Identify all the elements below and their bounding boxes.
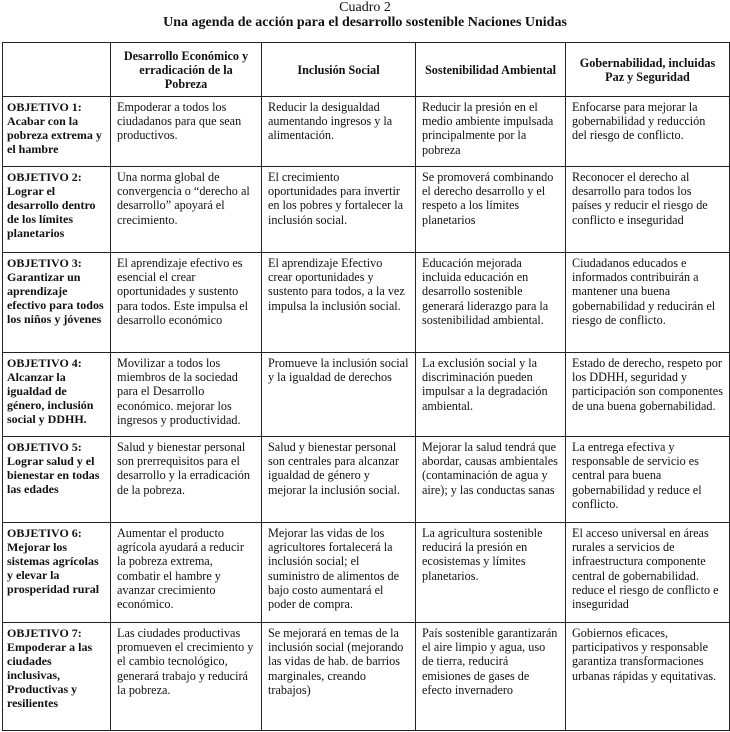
- caption: [0, 0, 730, 30]
- objective-cell: OBJETIVO 5: Lograr salud y el bienestar en todas las edades: [3, 437, 111, 523]
- table-cell: Empoderar a todos los ciudadanos para que sean productivos.: [111, 97, 262, 167]
- table-cell: Promueve la inclusión social y la igualdad de derechos: [262, 353, 416, 437]
- header-social: Inclusión Social: [262, 43, 416, 97]
- table-cell: Reconocer el derecho al desarrollo para todos los países y reducir el riesgo de conflicto e inseguridad: [566, 167, 730, 253]
- table-cell: La entrega efectiva y responsable de servicio es central para buena gobernabilidad y reduce el conflicto.: [566, 437, 730, 523]
- table-cell: Estado de derecho, respeto por los DDHH, seguridad y participación son componentes de una buena gobernabilidad.: [566, 353, 730, 437]
- objective-cell: OBJETIVO 2: Lograr el desarrollo dentro de los límites planetarios: [3, 167, 111, 253]
- table-row: [3, 523, 730, 623]
- table-cell: El acceso universal en áreas rurales a servicios de infraestructura componente central de gobernabilidad. reduce el riesgo de conflicto e inseguridad: [566, 523, 730, 623]
- table-row: [3, 97, 730, 167]
- header-environment: Sostenibilidad Ambiental: [416, 43, 566, 97]
- table-cell: Ciudadanos educados e informados contribuirán a mantener una buena gobernabilidad y reducirán el riesgo de conflicto.: [566, 253, 730, 353]
- table-cell: Movilizar a todos los miembros de la sociedad para el Desarrollo económico. mejorar los ingresos y productividad.: [111, 353, 262, 437]
- header-governance: Gobernabilidad, incluidas Paz y Seguridad: [566, 43, 730, 97]
- table-cell: Las ciudades productivas promueven el crecimiento y el cambio tecnológico, generará trabajo y reducirá la pobreza.: [111, 623, 262, 731]
- table-cell: La agricultura sostenible reducirá la presión en ecosistemas y límites planetarios.: [416, 523, 566, 623]
- objective-cell: OBJETIVO 3: Garantizar un aprendizaje efectivo para todos los niños y jóvenes: [3, 253, 111, 353]
- header-economic: Desarrollo Económico y erradicación de la Pobreza: [111, 43, 262, 97]
- header-corner: [3, 43, 111, 97]
- caption-number: Cuadro 2: [339, 0, 391, 15]
- table-row: [3, 353, 730, 437]
- table-cell: Gobiernos eficaces, participativos y responsable garantiza transformaciones urbanas rápidas y equitativas.: [566, 623, 730, 731]
- objective-cell: OBJETIVO 1: Acabar con la pobreza extrema y el hambre: [3, 97, 111, 167]
- objective-cell: OBJETIVO 4: Alcanzar la igualdad de género, inclusión social y DDHH.: [3, 353, 111, 437]
- table-cell: Educación mejorada incluida educación en desarrollo sostenible generará liderazgo para la sostenibilidad ambiental.: [416, 253, 566, 353]
- table-cell: El crecimiento oportunidades para invertir en los pobres y fortalecer la inclusión social.: [262, 167, 416, 253]
- header-row: [3, 43, 730, 97]
- table-cell: Reducir la desigualdad aumentando ingresos y la alimentación.: [262, 97, 416, 167]
- table-cell: El aprendizaje Efectivo crear oportunidades y sustento para todos, a la vez impulsa la inclusión social.: [262, 253, 416, 353]
- table-cell: La exclusión social y la discriminación pueden impulsar a la degradación ambiental.: [416, 353, 566, 437]
- table-cell: Se promoverá combinando el derecho desarrollo y el respeto a los límites planetarios: [416, 167, 566, 253]
- table-cell: Mejorar las vidas de los agricultores fortalecerá la inclusión social; el suministro de alimentos de bajo costo aumentará el poder de compra.: [262, 523, 416, 623]
- caption-title: Una agenda de acción para el desarrollo sostenible Naciones Unidas: [163, 15, 567, 30]
- objective-cell: OBJETIVO 6: Mejorar los sistemas agrícolas y elevar la prosperidad rural: [3, 523, 111, 623]
- agenda-table: [2, 42, 730, 731]
- table-cell: El aprendizaje efectivo es esencial el crear oportunidades y sustento para todos. Este impulsa el desarrollo económico: [111, 253, 262, 353]
- table-cell: Salud y bienestar personal son centrales para alcanzar igualdad de género y mejorar la inclusión social.: [262, 437, 416, 523]
- table-cell: Mejorar la salud tendrá que abordar, causas ambientales (contaminación de agua y aire); y las conductas sanas: [416, 437, 566, 523]
- table-row: [3, 167, 730, 253]
- table-cell: Salud y bienestar personal son prerrequisitos para el desarrollo y la erradicación de la pobreza.: [111, 437, 262, 523]
- table-row: [3, 253, 730, 353]
- table-cell: País sostenible garantizarán el aire limpio y agua, uso de tierra, reducirá emisiones de gases de efecto invernadero: [416, 623, 566, 731]
- table-cell: Una norma global de convergencia o “derecho al desarrollo” apoyará el crecimiento.: [111, 167, 262, 253]
- table-cell: Se mejorará en temas de la inclusión social (mejorando las vidas de hab. de barrios marginales, creando trabajos): [262, 623, 416, 731]
- table-row: [3, 437, 730, 523]
- table-cell: Aumentar el producto agrícola ayudará a reducir la pobreza extrema, combatir el hambre y avanzar crecimiento económico.: [111, 523, 262, 623]
- table-row: [3, 623, 730, 731]
- table-cell: Reducir la presión en el medio ambiente impulsada principalmente por la pobreza: [416, 97, 566, 167]
- objective-cell: OBJETIVO 7: Empoderar a las ciudades inclusivas, Productivas y resilientes: [3, 623, 111, 731]
- table-cell: Enfocarse para mejorar la gobernabilidad y reducción del riesgo de conflicto.: [566, 97, 730, 167]
